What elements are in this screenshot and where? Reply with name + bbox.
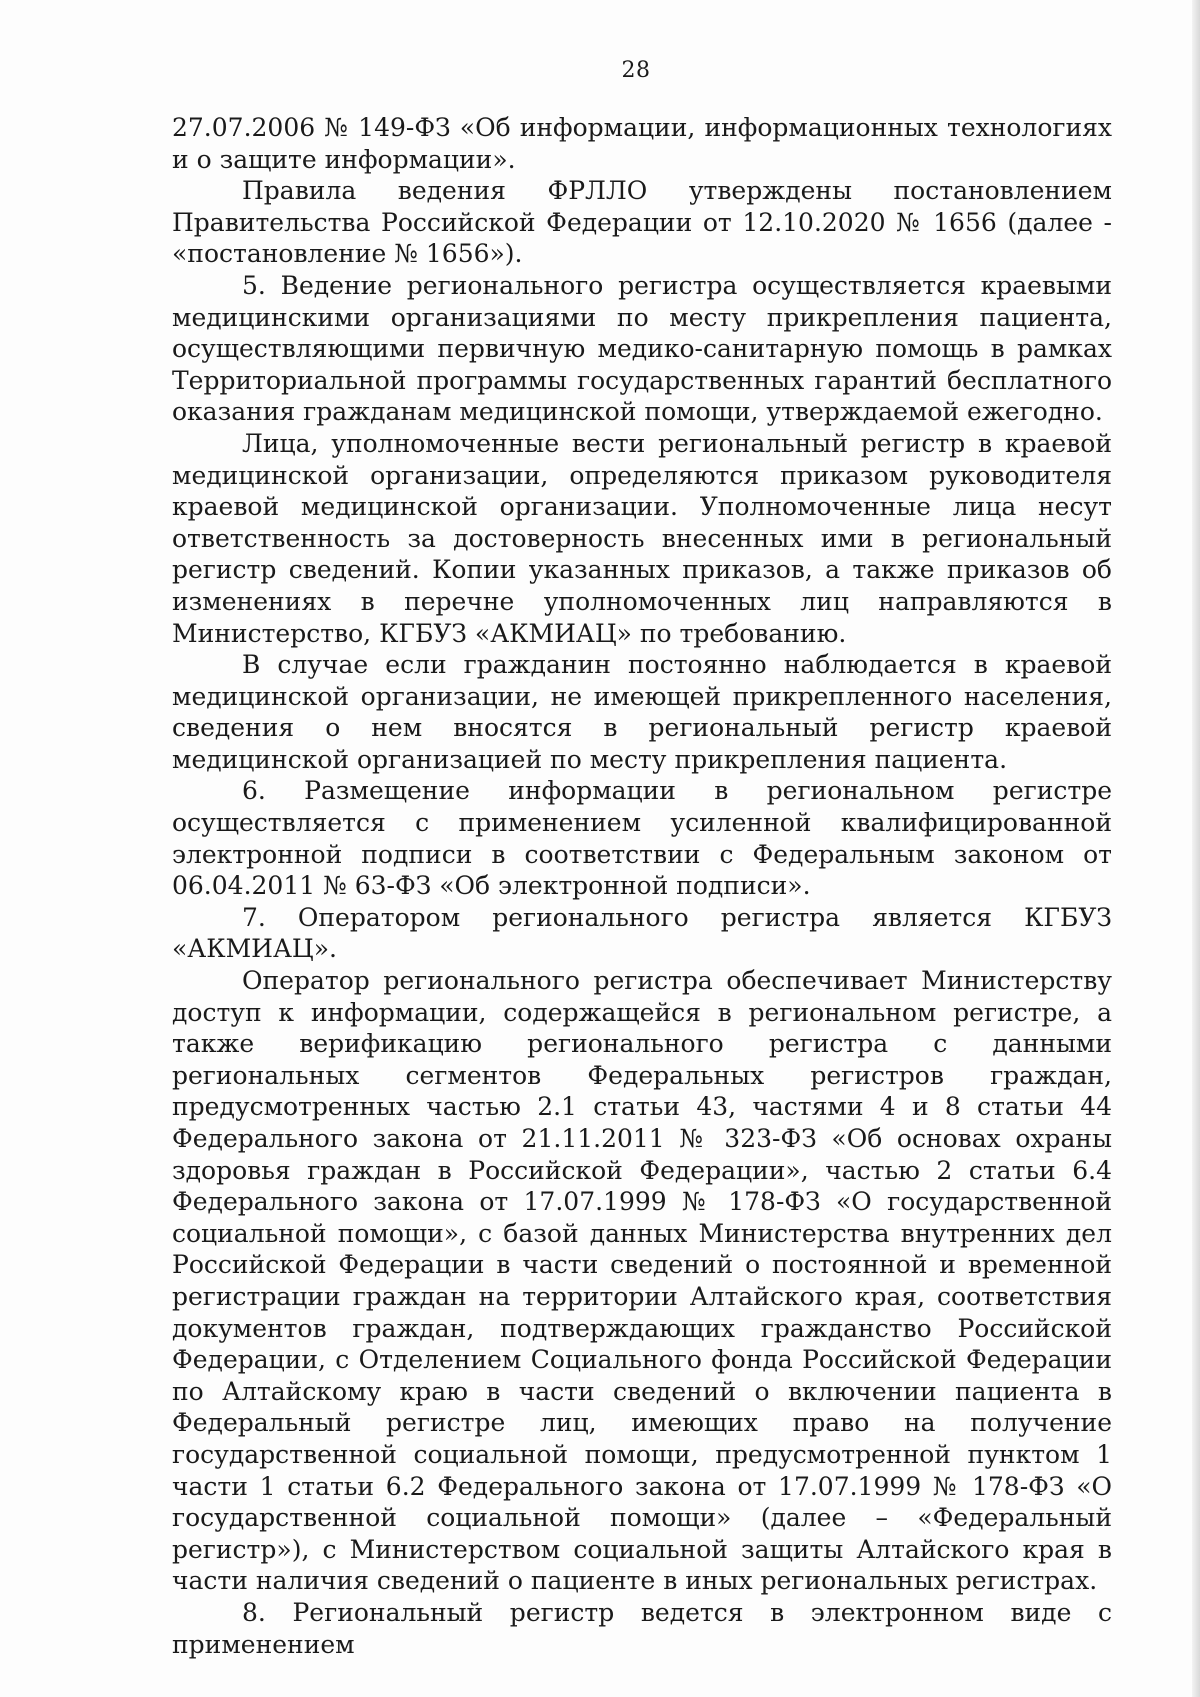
scan-edge [1192, 0, 1200, 1697]
paragraph-no-attached-population: В случае если гражданин постоянно наблюдается в краевой медицинской организации, не имеющей прикрепленного населения, сведения о нем вносятся в региональный регистр краевой медицинской организацией по месту прикрепления пациента. [172, 650, 1112, 774]
paragraph-frllo-rules: Правила ведения ФРЛЛО утверждены постановлением Правительства Российской Федерации от 12.10.2020 № 1656 (далее - «постановление № 1656»). [172, 176, 1112, 269]
paragraph-item-6: 6. Размещение информации в региональном регистре осуществляется с применением усиленной квалифицированной электронной подписи в соответствии с Федеральным законом от 06.04.2011 № 63-ФЗ «Об электронной подписи». [172, 776, 1112, 901]
paragraph-authorized-persons: Лица, уполномоченные вести региональный регистр в краевой медицинской организации, определяются приказом руководителя краевой медицинской организации. Уполномоченные лица несут ответственность за достоверность внесенных ими в региональный регистр сведений. Копии указанных приказов, а также приказов об изменениях в перечне уполномоченных лиц направляются в Министерство, КГБУЗ «АКМИАЦ» по требованию. [172, 428, 1112, 648]
paragraph-item-8: 8. Региональный регистр ведется в электронном виде с применением [172, 1597, 1112, 1659]
paragraph-operator-duties: Оператор регионального регистра обеспечивает Министерству доступ к информации, содержащейся в региональном регистре, а также верификацию регионального регистра с данными региональных сегментов Федеральных регистров граждан, предусмотренных частью 2.1 статьи 43, частями 4 и 8 статьи 44 Федерального закона от 21.11.2011 № 323-ФЗ «Об основах охраны здоровья граждан в Российской Федерации», частью 2 статьи 6.4 Федерального закона от 17.07.1999 № 178-ФЗ «О государственной социальной помощи», с базой данных Министерства внутренних дел Российской Федерации в части сведений о постоянной и временной регистрации граждан на территории Алтайского края, соответствия документов граждан, подтверждающих гражданство Российской Федерации, с Отделением Социального фонда Российской Федерации по Алтайскому краю в части сведений о включении пациента в Федеральный регистре лиц, имеющих право на получение государственной социальной помощи, предусмотренной пунктом 1 части 1 статьи 6.2 Федерального закона от 17.07.1999 № 178-ФЗ «О государственной социальной помощи» (далее – «Федеральный регистр»), с Министерством социальной защиты Алтайского края в части наличия сведений о пациенте в иных региональных регистрах. [172, 966, 1112, 1596]
document-body [172, 112, 1112, 1660]
page-number: 28 [621, 58, 651, 83]
paragraph-law-reference-continuation: 27.07.2006 № 149-ФЗ «Об информации, информационных технологиях и о защите информации». [172, 113, 1112, 174]
paragraph-item-5: 5. Ведение регионального регистра осуществляется краевыми медицинскими организациями по месту прикрепления пациента, осуществляющими первичную медико-санитарную помощь в рамках Территориальной программы государственных гарантий бесплатного оказания гражданам медицинской помощи, утверждаемой ежегодно. [172, 270, 1112, 427]
paragraph-item-7: 7. Оператором регионального регистра является КГБУЗ «АКМИАЦ». [172, 902, 1112, 964]
